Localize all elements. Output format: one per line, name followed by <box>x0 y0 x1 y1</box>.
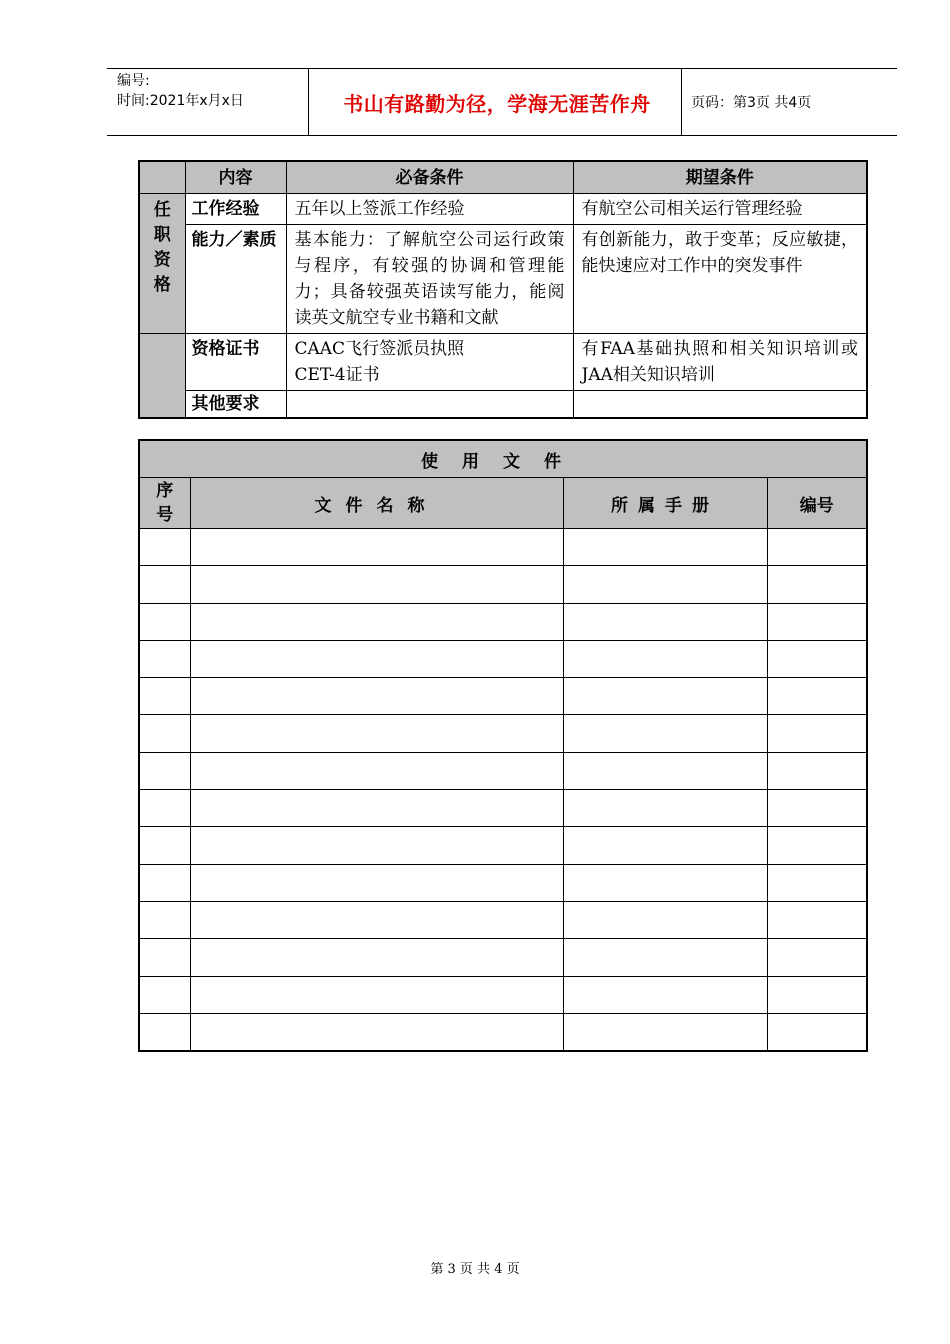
table-row <box>139 790 867 827</box>
required-line: CAAC飞行签派员执照 <box>294 339 465 359</box>
row-label: 资格证书 <box>185 334 286 391</box>
empty-cell <box>767 678 867 715</box>
qualification-header-row <box>139 161 867 194</box>
corner-cell <box>139 161 185 194</box>
empty-cell <box>563 827 767 864</box>
column-header <box>139 478 190 529</box>
table-row <box>139 566 867 603</box>
empty-cell <box>139 603 190 640</box>
empty-cell <box>190 752 563 789</box>
empty-cell <box>563 640 767 677</box>
empty-cell <box>563 901 767 938</box>
header-page-info: 页码：第3页 共4页 <box>691 95 812 111</box>
empty-cell <box>139 752 190 789</box>
empty-cell <box>190 827 563 864</box>
empty-cell <box>563 939 767 976</box>
table-row <box>139 603 867 640</box>
header-meta <box>117 71 244 111</box>
side-blank-cell <box>139 334 185 419</box>
empty-cell <box>767 529 867 566</box>
time-label: 时间:2021年x月x日 <box>117 93 244 109</box>
empty-cell <box>190 976 563 1013</box>
empty-cell <box>190 529 563 566</box>
documents-title-row <box>139 440 867 478</box>
empty-cell <box>767 976 867 1013</box>
column-header: 期望条件 <box>573 161 867 194</box>
empty-cell <box>767 939 867 976</box>
code-label: 编号: <box>117 73 150 89</box>
empty-cell <box>139 678 190 715</box>
row-label: 其他要求 <box>185 391 286 419</box>
table-row <box>139 864 867 901</box>
side-label-cell <box>139 194 185 334</box>
empty-cell <box>767 827 867 864</box>
table-row <box>139 640 867 677</box>
empty-cell <box>767 603 867 640</box>
empty-cell <box>190 790 563 827</box>
column-header: 编号 <box>767 478 867 529</box>
empty-cell <box>190 901 563 938</box>
table-row <box>139 529 867 566</box>
empty-cell <box>563 566 767 603</box>
empty-cell <box>190 1013 563 1051</box>
seq-header: 序号 <box>156 481 174 525</box>
required-line: CET-4证书 <box>294 365 380 385</box>
column-header: 文件名称 <box>190 478 563 529</box>
empty-cell <box>563 678 767 715</box>
empty-cell <box>563 864 767 901</box>
table-row <box>139 901 867 938</box>
table-row <box>139 194 867 225</box>
table-row <box>139 752 867 789</box>
empty-cell <box>767 715 867 752</box>
empty-cell <box>139 939 190 976</box>
qualification-table <box>138 160 868 419</box>
required-cell <box>286 334 573 391</box>
header-divider <box>308 68 309 136</box>
empty-cell <box>563 715 767 752</box>
empty-cell <box>190 640 563 677</box>
empty-cell <box>139 566 190 603</box>
empty-cell <box>767 1013 867 1051</box>
table-row <box>139 827 867 864</box>
empty-cell <box>139 901 190 938</box>
page-footer: 第 3 页 共 4 页 <box>430 1262 520 1277</box>
empty-cell <box>190 566 563 603</box>
documents-title: 使用文件 <box>139 440 867 478</box>
column-header: 所属手册 <box>563 478 767 529</box>
expected-cell <box>573 391 867 419</box>
empty-cell <box>767 864 867 901</box>
empty-cell <box>139 715 190 752</box>
empty-cell <box>190 715 563 752</box>
row-label: 工作经验 <box>185 194 286 225</box>
required-cell: 五年以上签派工作经验 <box>286 194 573 225</box>
required-cell <box>286 391 573 419</box>
empty-cell <box>139 864 190 901</box>
table-row <box>139 939 867 976</box>
empty-cell <box>139 529 190 566</box>
row-label: 能力／素质 <box>185 225 286 334</box>
table-row <box>139 976 867 1013</box>
header-slogan: 书山有路勤为径，学海无涯苦作舟 <box>343 91 651 116</box>
column-header: 内容 <box>185 161 286 194</box>
table-row <box>139 334 867 391</box>
table-row <box>139 715 867 752</box>
empty-cell <box>563 529 767 566</box>
documents-table <box>138 439 868 1052</box>
empty-cell <box>563 790 767 827</box>
empty-cell <box>767 752 867 789</box>
empty-cell <box>190 939 563 976</box>
empty-cell <box>563 1013 767 1051</box>
expected-cell: 有航空公司相关运行管理经验 <box>573 194 867 225</box>
required-cell: 基本能力：了解航空公司运行政策与程序，有较强的协调和管理能力；具备较强英语读写能力，能阅读英文航空专业书籍和文献 <box>286 225 573 334</box>
empty-cell <box>190 864 563 901</box>
empty-cell <box>190 678 563 715</box>
side-label: 任职资格 <box>153 200 171 295</box>
empty-cell <box>767 790 867 827</box>
empty-cell <box>190 603 563 640</box>
page-header <box>107 68 897 136</box>
empty-cell <box>767 901 867 938</box>
table-row <box>139 1013 867 1051</box>
empty-cell <box>767 640 867 677</box>
empty-cell <box>563 976 767 1013</box>
expected-cell: 有创新能力，敢于变革；反应敏捷，能快速应对工作中的突发事件 <box>573 225 867 334</box>
documents-header-row <box>139 478 867 529</box>
empty-cell <box>139 790 190 827</box>
empty-cell <box>139 1013 190 1051</box>
empty-cell <box>563 752 767 789</box>
table-row <box>139 225 867 334</box>
empty-cell <box>139 976 190 1013</box>
table-row <box>139 678 867 715</box>
empty-cell <box>767 566 867 603</box>
table-row <box>139 391 867 419</box>
expected-cell: 有FAA基础执照和相关知识培训或JAA相关知识培训 <box>573 334 867 391</box>
column-header: 必备条件 <box>286 161 573 194</box>
empty-cell <box>139 640 190 677</box>
empty-cell <box>139 827 190 864</box>
empty-cell <box>563 603 767 640</box>
